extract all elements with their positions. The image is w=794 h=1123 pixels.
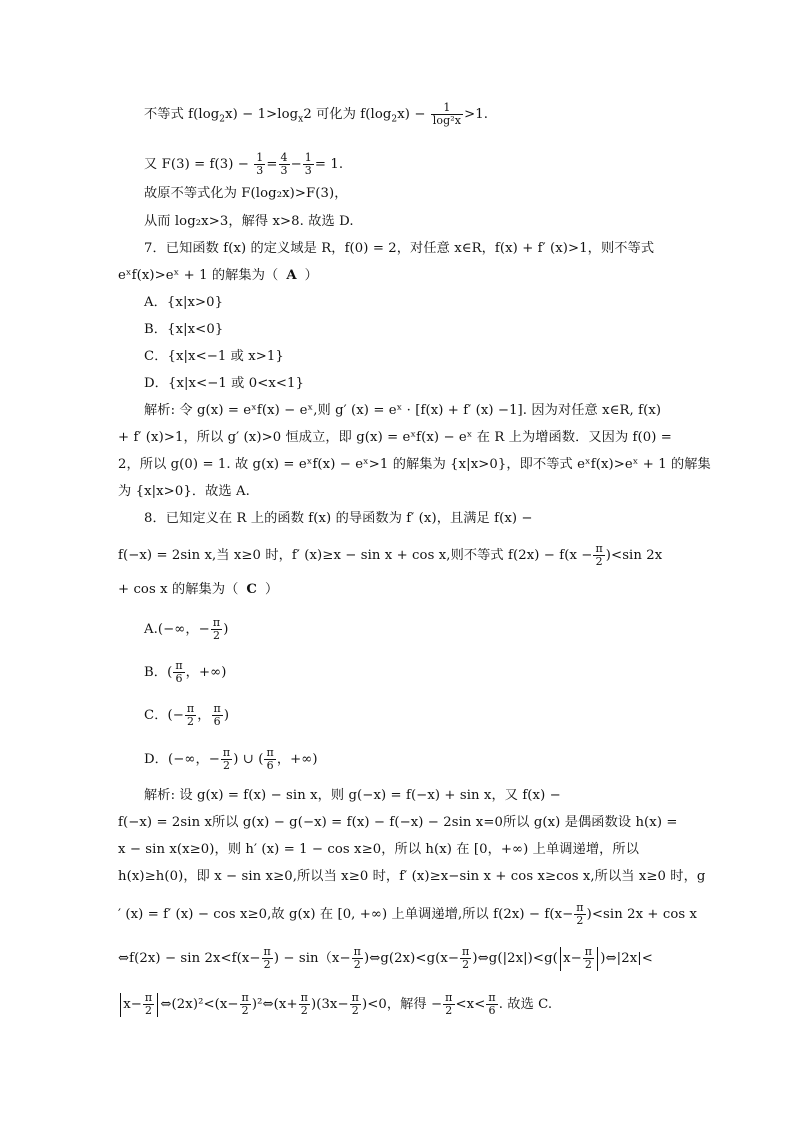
answer-8: C [246,582,258,597]
text: 不等式 f(log [144,107,220,122]
text: = 1. [314,157,344,172]
option-a: A.(−∞，− $\frac{\pi}{2}$ ) [144,616,229,642]
solution-8-line: f(−x) = 2sin x所以 g(x) − g(−x) = f(x) − f(−x) − 2sin x=0所以 g(x) 是偶函数设 h(x) = [118,815,678,830]
solution-8-line: x− $\frac{\pi}{2}$ ⇔(2x)²<(x− $\frac{\pi}{2}$ )²⇔(x+ $\frac{\pi}{2}$ )(3x− $\frac{\pi}{2}$ )<0，解得 − $\frac{\pi}{2}$ <x< $\frac{\pi}{6}$ . 故选 C. [118,992,684,1017]
option-d: D．{x|x<−1 或 0<x<1} [144,376,305,391]
question-8-cont: + cos x 的解集为（ C ） [118,582,279,597]
solution-7-line: 解析: 令 g(x) = eˣf(x) − eˣ,则 g′ (x) = eˣ · [f(x) + f′ (x) −1]. 因为对任意 x∈R, f(x) [144,403,662,418]
fraction: $\frac{1}{3}$ [304,151,312,177]
text-line: 故原不等式化为 F(log₂x)>F(3)， [144,186,348,201]
option-b: B．{x|x<0} [144,322,224,337]
option-b: B．( $\frac{\pi}{6}$ ，+∞) [144,659,227,685]
solution-7-line: + f′ (x)>1，所以 g′ (x)>0 恒成立，即 g(x) = eˣf(x) − eˣ 在 R 上为增函数．又因为 f(0) = [118,430,672,445]
solution-7-line: 为 {x|x>0}．故选 A. [118,484,250,499]
option-a: A．{x|x>0} [144,295,224,310]
solution-7-line: 2，所以 g(0) = 1. 故 g(x) = eˣf(x) − eˣ>1 的解集为 {x|x>0}，即不等式 eˣf(x)>eˣ + 1 的解集 [118,457,711,472]
solution-8-line: 解析: 设 g(x) = f(x) − sin x，则 g(−x) = f(−x) + sin x，又 f(x) − [144,788,561,803]
solution-8-line: ′ (x) = f′ (x) − cos x≥0,故 g(x) 在 [0, +∞) 上单调递增,所以 f(2x) − f(x− $\frac{\pi}{2}$ )<sin 2x + cos x [118,901,698,927]
text-line: 不等式 $f(\log_2x) - 1>\log_x2$ 可化为 $f(\log_2x)$ − $\frac{1}{\text{log²x}}$ >1. [144,101,489,127]
option-c: C．(− $\frac{\pi}{2}$ ， $\frac{\pi}{6}$ ) [144,702,230,728]
text: − [290,157,302,172]
text-line: 从而 log₂x>3，解得 x>8. 故选 D. [144,214,354,229]
text-line [144,152,684,177]
text: 又 F(3) = f(3) − [144,157,249,172]
text: = [266,157,278,172]
question-7-cont: eˣf(x)>eˣ + 1 的解集为（ A ） [118,268,318,283]
text: 2 可化为 f(log [303,107,392,122]
fraction: $\frac{1}{\text{log²x}}$ [432,101,462,127]
answer-7: A [286,268,297,283]
question-8-cont: f(−x) = 2sin x,当 x≥0 时，f′ (x)≥x − sin x + cos x,则不等式 f(2x) − f(x − $\frac{\pi}{2}$ )<sin 2x [118,542,663,568]
text: >1. [464,107,489,122]
question-7: 7．已知函数 f(x) 的定义域是 R，f(0) = 2，对任意 x∈R，f(x) + f′ (x)>1，则不等式 [144,241,655,256]
text: x) − 1>log [225,107,299,122]
fraction: $\frac{4}{3}$ [280,151,288,177]
solution-8-line: x − sin x(x≥0)，则 h′ (x) = 1 − cos x≥0，所以 h(x) 在 [0，+∞) 上单调递增，所以 [118,842,639,857]
fraction: $\frac{1}{3}$ [256,151,264,177]
solution-8-line: h(x)≥h(0)，即 x − sin x≥0,所以当 x≥0 时，f′ (x)≥x−sin x + cos x≥cos x,所以当 x≥0 时，g [118,869,706,884]
question-8: 8．已知定义在 R 上的函数 f(x) 的导函数为 f′ (x)，且满足 f(x) − [144,511,533,526]
text: x) − [397,107,426,122]
option-c: C．{x|x<−1 或 x>1} [144,349,284,364]
solution-8-line: ⇔f(2x) − sin 2x<f(x− $\frac{\pi}{2}$ ) − sin（x− $\frac{\pi}{2}$ )⇔g(2x)<g(x− $\frac{\pi}{2}$ )⇔g(|2x|)<g( x− $\frac{\pi}{2}$ )⇔|2x|< [118,945,653,971]
option-d: D．(−∞，− $\frac{\pi}{2}$ ) ∪ ( $\frac{\pi}{6}$ ，+∞) [144,746,318,772]
